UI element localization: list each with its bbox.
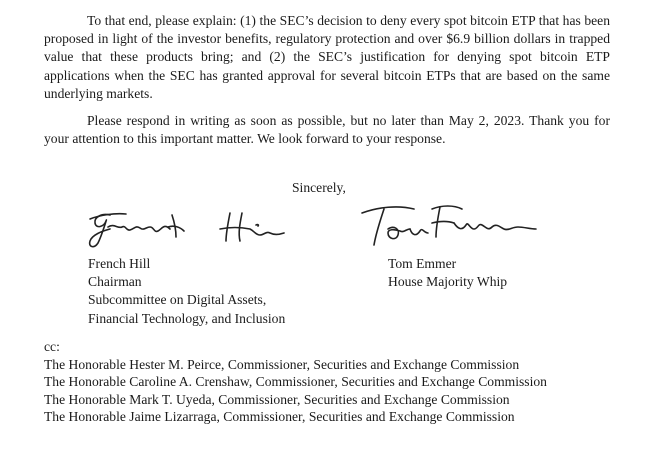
signer-block-tom-emmer: [388, 255, 507, 291]
cc-recipient: The Honorable Jaime Lizarraga, Commissioner, Securities and Exchange Commission: [44, 409, 515, 425]
signer-title-line: Subcommittee on Digital Assets,: [88, 292, 267, 308]
signer-title-line: Financial Technology, and Inclusion: [88, 310, 286, 326]
closing-salutation: Sincerely,: [292, 180, 346, 195]
cc-block: [44, 338, 547, 426]
cc-recipient: The Honorable Hester M. Peirce, Commissioner, Securities and Exchange Commission: [44, 356, 520, 372]
signer-title-line: House Majority Whip: [388, 274, 508, 290]
cc-recipient: The Honorable Caroline A. Crenshaw, Commissioner, Securities and Exchange Commission: [44, 374, 547, 390]
body-paragraph-respond: Please respond in writing as soon as possible, but no later than May 2, 2023. Thank you for your attention to this important matter. We look forward to your response.: [44, 113, 610, 147]
signer-block-french-hill: [88, 255, 285, 328]
signature-french-hill: [80, 205, 295, 253]
signer-title-line: Chairman: [88, 274, 142, 290]
signature-tom-emmer: [358, 199, 548, 251]
body-paragraph-request: To that end, please explain: (1) the SEC’s decision to deny every spot bitcoin ETP that has been proposed in light of the investor benefits, regulatory protection and over $6.9 billion dollars in trapped value that these products bring; and (2) the SEC’s justification for denying spot bitcoin ETP applications when the SEC has granted approval for several bitcoin ETPs that are based on the same underlying markets.: [44, 13, 610, 101]
signer-name: French Hill: [88, 256, 151, 271]
signer-name: Tom Emmer: [388, 256, 457, 271]
cc-label: cc:: [44, 339, 60, 354]
cc-recipient: The Honorable Mark T. Uyeda, Commissioner, Securities and Exchange Commission: [44, 391, 510, 407]
